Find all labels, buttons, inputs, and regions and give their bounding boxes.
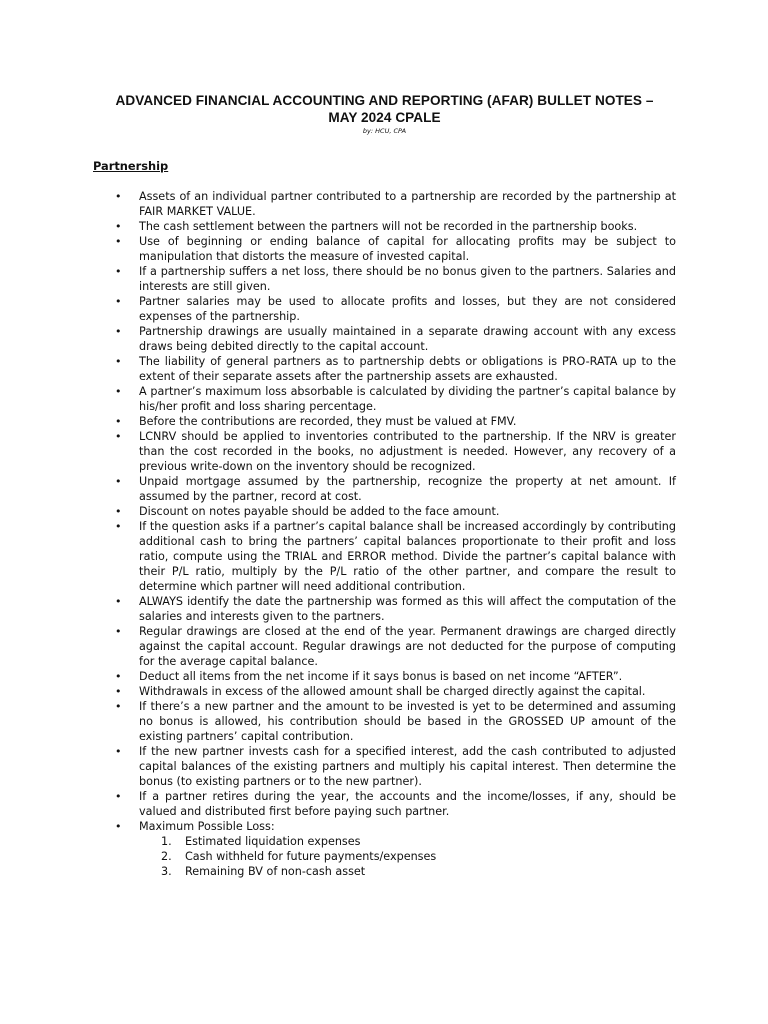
bullet-note-text: Partnership drawings are usually maintained in a separate drawing account with any excess draws being debited directly to the capital account. [139,325,676,353]
bullet-note-text: Unpaid mortgage assumed by the partnership, recognize the property at net amount. If assumed by the partner, record at cost. [139,475,676,503]
max-loss-item [139,849,676,864]
bullet-note [93,429,676,474]
bullet-notes-list [93,189,676,879]
author-byline: by: HCU, CPA [362,127,407,135]
bullet-note [93,324,676,354]
max-loss-item-number: 3. [161,865,172,878]
bullet-note [93,354,676,384]
max-loss-item-text: Cash withheld for future payments/expenses [185,850,437,863]
bullet-note [93,219,676,234]
bullet-note-text: If there’s a new partner and the amount to be invested is yet to be determined and assuming no bonus is allowed, his contribution should be based in the GROSSED UP amount of the existing partners’ capital contribution. [139,700,676,743]
max-loss-item-number: 2. [161,850,172,863]
bullet-note [93,474,676,504]
bullet-marker: • [115,505,122,518]
bullet-marker: • [115,415,122,428]
bullet-note-text: Discount on notes payable should be added to the face amount. [139,505,500,518]
bullet-marker: • [115,475,122,488]
bullet-marker: • [115,220,122,233]
bullet-note-text: Deduct all items from the net income if it says bonus is based on net income “AFTER”. [139,670,623,683]
bullet-note [93,594,676,624]
max-loss-item [139,864,676,879]
bullet-marker: • [115,700,122,713]
bullet-marker: • [115,235,122,248]
bullet-note [93,384,676,414]
bullet-note [93,789,676,819]
bullet-marker: • [115,595,122,608]
bullet-marker: • [115,295,122,308]
bullet-marker: • [115,325,122,338]
bullet-marker: • [115,625,122,638]
bullet-note-text: The cash settlement between the partners will not be recorded in the partnership books. [139,220,638,233]
bullet-marker: • [115,790,122,803]
bullet-marker: • [115,670,122,683]
bullet-note-text: Withdrawals in excess of the allowed amount shall be charged directly against the capital. [139,685,646,698]
document-title [93,0,676,126]
bullet-marker: • [115,685,122,698]
max-loss-item [139,834,676,849]
bullet-marker: • [115,265,122,278]
bullet-note-text: Maximum Possible Loss: [139,820,275,833]
bullet-note [93,234,676,264]
bullet-note [93,414,676,429]
bullet-note-text: Regular drawings are closed at the end of the year. Permanent drawings are charged directly against the capital account. Regular drawings are not deducted for the purpose of computing for the average capital balance. [139,625,676,668]
bullet-note [93,684,676,699]
bullet-note-text: If the new partner invests cash for a specified interest, add the cash contributed to adjusted capital balances of the existing partners and multiply his capital interest. Then determine the bonus (to existing partners or to the new partner). [139,745,676,788]
bullet-note-text: If the question asks if a partner’s capital balance shall be increased accordingly by contributing additional cash to bring the partners’ capital balances proportionate to their profit and loss ratio, compute using the TRIAL and ERROR method. Divide the partner’s capital balance with their P/L ratio, multiply by the P/L ratio of the other partner, and compare the result to determine which partner will need additional contribution. [139,520,676,593]
bullet-note [93,624,676,669]
max-loss-sublist [139,834,676,879]
max-loss-item-text: Estimated liquidation expenses [185,835,361,848]
bullet-note-text: Partner salaries may be used to allocate profits and losses, but they are not considered expenses of the partnership. [139,295,676,323]
bullet-note [93,264,676,294]
bullet-note-text: If a partnership suffers a net loss, there should be no bonus given to the partners. Salaries and interests are still given. [139,265,676,293]
bullet-marker: • [115,355,122,368]
bullet-marker: • [115,190,122,203]
bullet-note-text: If a partner retires during the year, the accounts and the income/losses, if any, should be valued and distributed first before paying such partner. [139,790,676,818]
bullet-note-text: Before the contributions are recorded, they must be valued at FMV. [139,415,517,428]
bullet-note [93,189,676,219]
bullet-note-text: The liability of general partners as to partnership debts or obligations is PRO-RATA up to the extent of their separate assets after the partnership assets are exhausted. [139,355,676,383]
bullet-marker: • [115,520,122,533]
bullet-marker: • [115,385,122,398]
bullet-note [93,504,676,519]
bullet-marker: • [115,430,122,443]
bullet-note-text: A partner’s maximum loss absorbable is calculated by dividing the partner’s capital balance by his/her profit and loss sharing percentage. [139,385,676,413]
section-heading-partnership: Partnership [93,159,169,173]
title-line-2: MAY 2024 CPALE [328,109,441,125]
bullet-note-text: Assets of an individual partner contributed to a partnership are recorded by the partnership at FAIR MARKET VALUE. [139,190,676,218]
title-line-1: ADVANCED FINANCIAL ACCOUNTING AND REPORTING (AFAR) BULLET NOTES – [115,93,654,108]
bullet-note [93,669,676,684]
max-loss-item-text: Remaining BV of non-cash asset [185,865,366,878]
bullet-marker: • [115,745,122,758]
bullet-note [93,519,676,594]
bullet-note-text: ALWAYS identify the date the partnership was formed as this will affect the computation of the salaries and interests given to the partners. [139,595,676,623]
bullet-marker: • [115,820,122,833]
bullet-note-text: LCNRV should be applied to inventories contributed to the partnership. If the NRV is greater than the cost recorded in the books, no adjustment is needed. However, any recovery of a previous write-down on the inventory should be recognized. [139,430,676,473]
bullet-note [93,819,676,879]
bullet-note [93,699,676,744]
bullet-note [93,744,676,789]
bullet-note-text: Use of beginning or ending balance of capital for allocating profits may be subject to manipulation that distorts the measure of invested capital. [139,235,676,263]
max-loss-item-number: 1. [161,835,172,848]
bullet-note [93,294,676,324]
